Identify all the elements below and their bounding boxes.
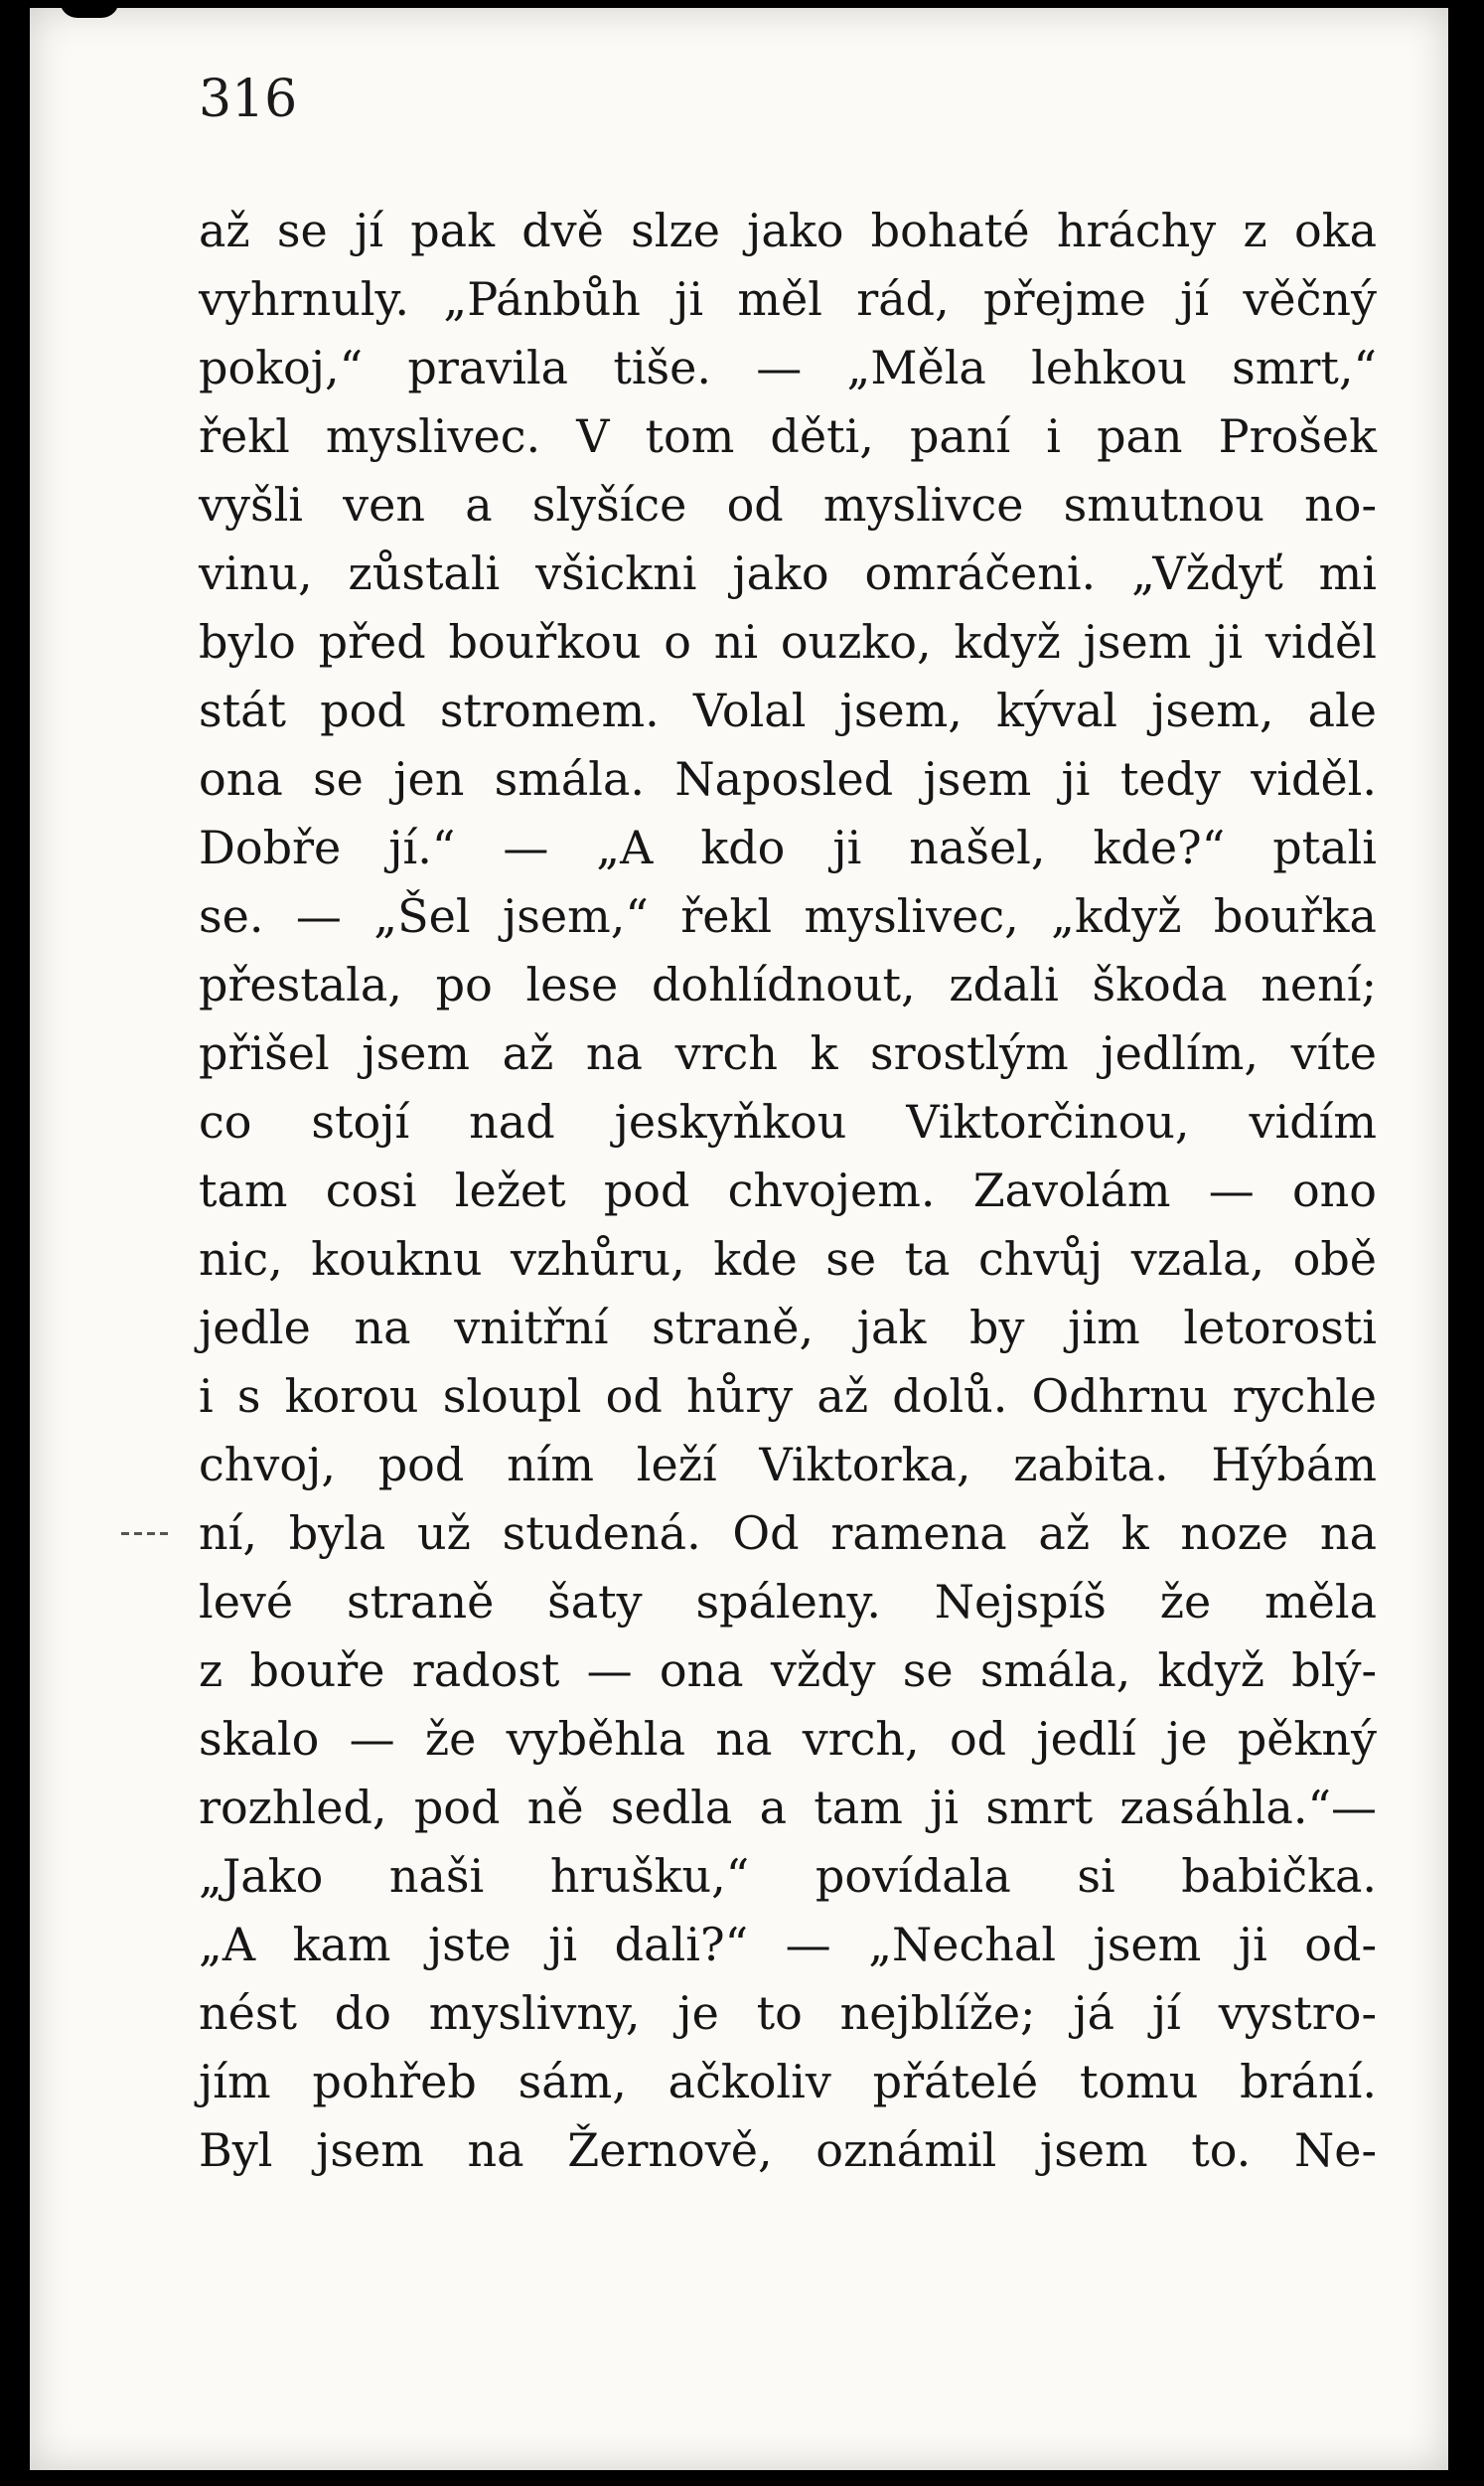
text-line: jedle na vnitřní straně, jak by jim letorosti (199, 1301, 1377, 1354)
text-line: přestala, po lese dohlídnout, zdali škoda není; (199, 958, 1377, 1011)
text-line: až se jí pak dvě slze jako bohaté hráchy z oka (199, 204, 1377, 257)
text-line: co stojí nad jeskyňkou Viktorčinou, vidím (199, 1095, 1377, 1149)
text-line: Byl jsem na Žernově, oznámil jsem to. Ne- (199, 2123, 1377, 2177)
margin-mark (121, 1532, 173, 1535)
text-line: i s korou sloupl od hůry až dolů. Odhrnu rychle (199, 1369, 1377, 1423)
text-line: chvoj, pod ním leží Viktorka, zabita. Hýbám (199, 1438, 1377, 1491)
text-line: skalo — že vyběhla na vrch, od jedlí je pěkný (199, 1712, 1377, 1766)
text-line: z bouře radost — ona vždy se smála, když blý- (199, 1643, 1377, 1697)
text-line: rozhled, pod ně sedla a tam ji smrt zasáhla.“— (199, 1781, 1377, 1834)
text-line: řekl myslivec. V tom děti, paní i pan Prošek (199, 409, 1377, 463)
scan-edge (1448, 0, 1484, 2486)
text-line: se. — „Šel jsem,“ řekl myslivec, „když bouřka (199, 889, 1377, 943)
text-line: stát pod stromem. Volal jsem, kýval jsem, ale (199, 684, 1377, 737)
text-line: jím pohřeb sám, ačkoliv přátelé tomu brání. (199, 2055, 1377, 2108)
text-line: Dobře jí.“ — „A kdo ji našel, kde?“ ptali (199, 821, 1377, 874)
text-line: pokoj,“ pravila tiše. — „Měla lehkou smrt,“ (199, 341, 1377, 394)
text-line: přišel jsem až na vrch k srostlým jedlím, víte (199, 1026, 1377, 1080)
text-line: nést do myslivny, je to nejblíže; já jí vystro- (199, 1986, 1377, 2040)
text-line: levé straně šaty spáleny. Nejspíš že měla (199, 1575, 1377, 1629)
text-line: „Jako naši hrušku,“ povídala si babička. (199, 1849, 1377, 1903)
text-line: ní, byla už studená. Od ramena až k noze na (199, 1506, 1377, 1560)
text-line: „A kam jste ji dali?“ — „Nechal jsem ji od- (199, 1918, 1377, 1971)
text-line: ona se jen smála. Naposled jsem ji tedy viděl. (199, 752, 1377, 806)
text-line: nic, kouknu vzhůru, kde se ta chvůj vzala, obě (199, 1232, 1377, 1286)
body-text (199, 197, 1377, 2185)
scan-artifact (60, 0, 119, 18)
text-line: vyhrnuly. „Pánbůh ji měl rád, přejme jí věčný (199, 272, 1377, 326)
text-line: tam cosi ležet pod chvojem. Zavolám — ono (199, 1164, 1377, 1217)
page-number: 316 (199, 70, 298, 129)
text-line: vyšli ven a slyšíce od myslivce smutnou no- (199, 478, 1377, 532)
text-line: vinu, zůstali všickni jako omráčeni. „Vždyť mi (199, 546, 1377, 600)
text-line: bylo před bouřkou o ni ouzko, když jsem ji viděl (199, 615, 1377, 669)
